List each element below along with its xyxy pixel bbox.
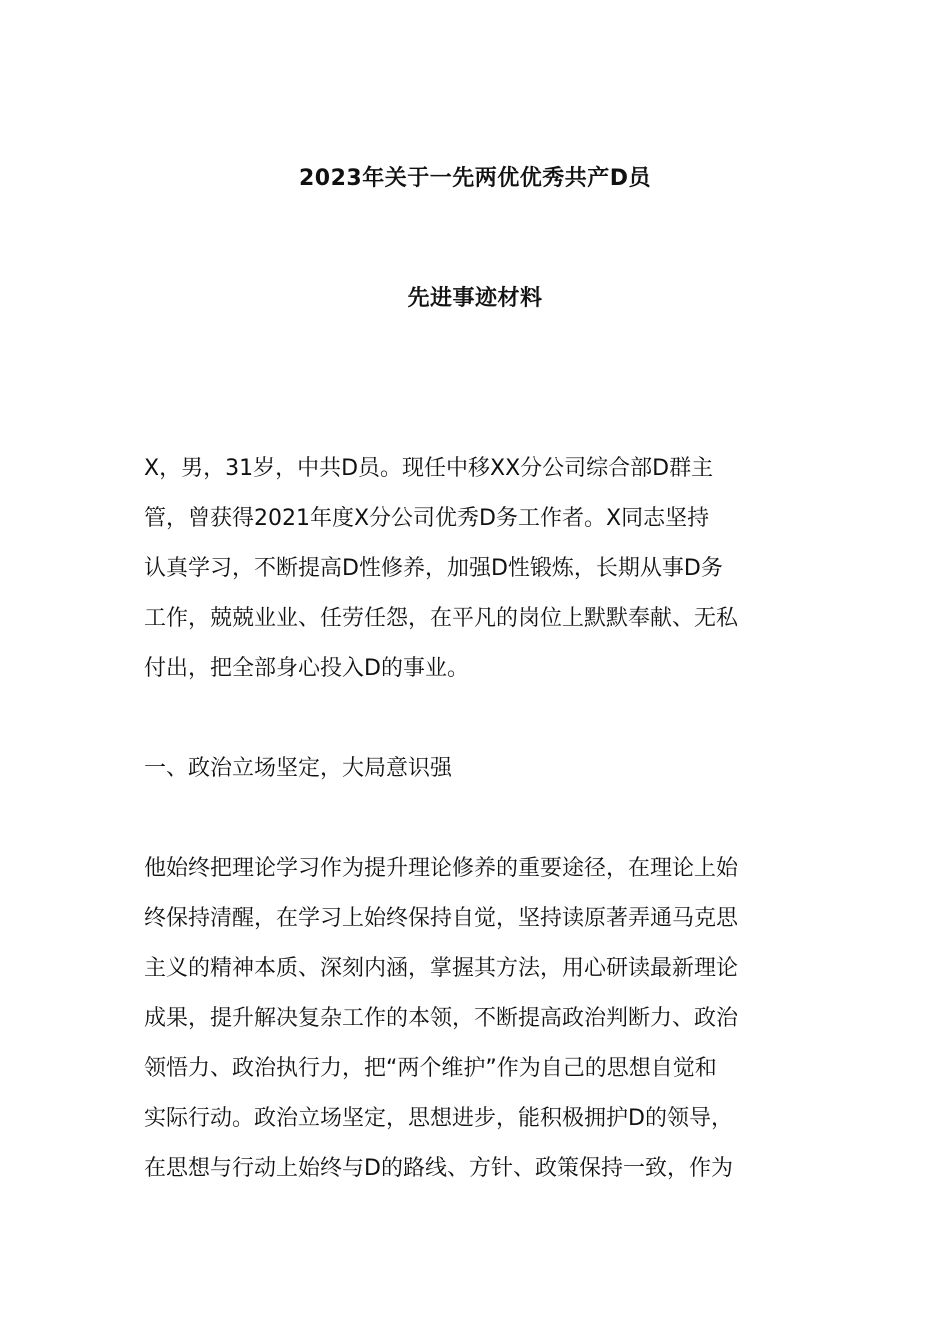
section-heading bbox=[144, 744, 808, 794]
paragraph-line: X，男，31岁，中共D员。现任中移XX分公司综合部D群主 bbox=[144, 456, 714, 481]
paragraph-line: 在思想与行动上始终与D的路线、方针、政策保持一致，作为 bbox=[144, 1156, 733, 1181]
document-title-line-2: 先进事迹材料 bbox=[407, 286, 543, 311]
paragraph-line: 管，曾获得2021年度X分公司优秀D务工作者。X同志坚持 bbox=[144, 506, 710, 531]
document-title-line-1: 2023年关于一先两优优秀共产D员 bbox=[299, 166, 651, 191]
paragraph-line: 领悟力、政治执行力，把“两个维护”作为自己的思想自觉和 bbox=[144, 1056, 717, 1081]
intro-paragraph bbox=[144, 444, 808, 694]
paragraph-line: 实际行动。政治立场坚定，思想进步，能积极拥护D的领导， bbox=[144, 1106, 733, 1131]
paragraph-line: 工作，兢兢业业、任劳任怨，在平凡的岗位上默默奉献、无私 bbox=[144, 606, 739, 631]
paragraph-line: 主义的精神本质、深刻内涵，掌握其方法，用心研读最新理论 bbox=[144, 956, 739, 981]
section-paragraph bbox=[144, 844, 808, 1194]
paragraph-line: 认真学习，不断提高D性修养，加强D性锻炼，长期从事D务 bbox=[144, 556, 723, 581]
paragraph-line: 终保持清醒，在学习上始终保持自觉，坚持读原著弄通马克思 bbox=[144, 906, 739, 931]
paragraph-line: 他始终把理论学习作为提升理论修养的重要途径，在理论上始 bbox=[144, 856, 739, 881]
section-heading-text: 一、政治立场坚定，大局意识强 bbox=[144, 756, 453, 781]
paragraph-line: 付出，把全部身心投入D的事业。 bbox=[144, 656, 469, 681]
paragraph-line: 成果，提升解决复杂工作的本领，不断提高政治判断力、政治 bbox=[144, 1006, 739, 1031]
